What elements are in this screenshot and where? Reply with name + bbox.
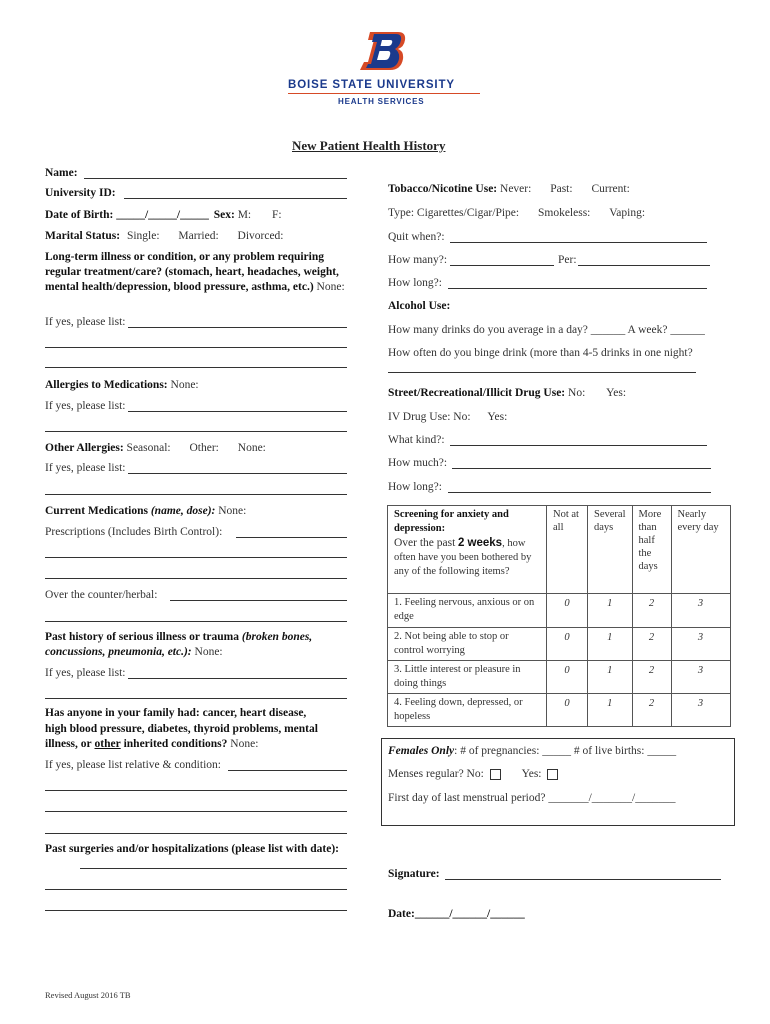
prescriptions-field[interactable] (236, 537, 347, 538)
vaping-option[interactable]: Vaping: (609, 207, 646, 219)
family-list-line[interactable] (45, 833, 347, 834)
past-history-list-label: If yes, please list: (45, 667, 126, 679)
marital-label: Marital Status: (45, 230, 121, 242)
family-list-field[interactable] (228, 770, 347, 771)
drug-no-option[interactable]: No: (568, 387, 586, 399)
drug-yes-option[interactable]: Yes: (606, 387, 627, 399)
allergies-meds-none-option[interactable]: None: (170, 379, 199, 391)
screening-item: 1. Feeling nervous, anxious or on edge (388, 594, 547, 628)
family-list-line[interactable] (45, 790, 347, 791)
allergies-list-line[interactable] (45, 431, 347, 432)
family-question-inherited: inherited conditions? (123, 738, 228, 750)
marital-married-option[interactable]: Married: (178, 230, 219, 242)
allergies-list-field[interactable] (128, 411, 347, 412)
longterm-list-label: If yes, please list: (45, 316, 126, 328)
score-option[interactable]: 2 (632, 628, 671, 661)
score-option[interactable]: 1 (588, 661, 633, 694)
screening-table (387, 505, 731, 727)
past-history-none-option[interactable]: None: (194, 646, 223, 658)
university-id-label: University ID: (45, 187, 116, 199)
family-question-other: other (94, 738, 121, 750)
menses-yes-option[interactable]: Yes: (521, 768, 542, 780)
surgeries-line[interactable] (45, 910, 347, 911)
current-meds-none-option[interactable]: None: (218, 505, 247, 517)
screening-item: 2. Not being able to stop or control worrying (388, 628, 547, 661)
quit-when-label: Quit when?: (388, 231, 445, 243)
tobacco-never-option[interactable]: Never: (500, 183, 532, 195)
score-option[interactable]: 2 (632, 594, 671, 628)
score-option[interactable]: 3 (671, 694, 730, 727)
family-list-label: If yes, please list relative & condition: (45, 759, 221, 771)
binge-question: How often do you binge drink (more than 4-5 drinks in one night? (388, 347, 693, 359)
other-allergies-list-field[interactable] (128, 473, 347, 474)
how-many-label: How many?: (388, 254, 448, 266)
how-many-field[interactable] (450, 265, 554, 266)
iv-no-option[interactable]: No: (453, 411, 471, 423)
per-label: Per: (558, 254, 577, 266)
score-option[interactable]: 1 (588, 694, 633, 727)
past-history-question: Past history of serious illness or trauma (broken bones, concussions, pneumonia, etc.): None: (45, 631, 313, 658)
signature-label: Signature: (388, 868, 440, 880)
score-option[interactable]: 2 (632, 661, 671, 694)
how-much-field[interactable] (452, 468, 711, 469)
current-meds-note: (name, dose): (150, 505, 216, 517)
iv-yes-option[interactable]: Yes: (487, 411, 508, 423)
screening-header: Screening for anxiety and depression: Over the past 2 weeks, how often have you been bothered by any of the following items? (388, 506, 547, 594)
sex-m-option[interactable]: M: (237, 209, 252, 221)
longterm-none-option[interactable]: None: (316, 281, 345, 293)
pregnancies-field[interactable]: Females Only: # of pregnancies: _____ # of live births: _____ (388, 745, 677, 757)
dob-field[interactable] (45, 209, 282, 221)
name-label: Name: (45, 167, 78, 179)
tobacco-type-option[interactable]: Type: Cigarettes/Cigar/Pipe: (388, 207, 520, 219)
current-meds-label: Current Medications (45, 505, 148, 517)
other-allergies-none-option[interactable]: None: (237, 442, 266, 454)
table-row (388, 594, 731, 628)
column-header: Not at all (547, 506, 588, 594)
sex-label: Sex: (213, 209, 235, 221)
past-history-list-field[interactable] (128, 678, 347, 679)
sex-f-option[interactable]: F: (272, 209, 282, 221)
name-field[interactable] (84, 178, 347, 179)
otc-line[interactable] (45, 621, 347, 622)
column-header: More than half the days (632, 506, 671, 594)
marital-divorced-option[interactable]: Divorced: (237, 230, 284, 242)
smokeless-option[interactable]: Smokeless: (537, 207, 591, 219)
score-option[interactable]: 1 (588, 594, 633, 628)
table-row (388, 694, 731, 727)
other-allergies-list-label: If yes, please list: (45, 462, 126, 474)
iv-drug-label: IV Drug Use: (388, 411, 451, 423)
past-history-list-line[interactable] (45, 698, 347, 699)
signature-field[interactable] (445, 879, 721, 880)
score-option[interactable]: 3 (671, 628, 730, 661)
dob-label: Date of Birth: _____/_____/_____ (45, 209, 209, 221)
column-header: Several days (588, 506, 633, 594)
prescriptions-label: Prescriptions (Includes Birth Control): (45, 526, 223, 538)
tobacco-label: Tobacco/Nicotine Use: (388, 183, 498, 195)
otc-field[interactable] (170, 600, 347, 601)
how-much-label: How much?: (388, 457, 448, 469)
longterm-question: Long-term illness or condition, or any problem requiring regular treatment/care? (stomach, heart, headaches, weight, mental health/depression, blood pressure, asthma, etc.) None: (45, 251, 345, 293)
score-option[interactable]: 0 (547, 628, 588, 661)
surgeries-line[interactable] (45, 889, 347, 890)
table-row (388, 628, 731, 661)
family-question-line3: illness, or (45, 738, 92, 750)
logo-divider (288, 93, 480, 94)
binge-field[interactable] (388, 372, 696, 373)
menses-no-checkbox[interactable] (490, 769, 501, 780)
marital-single-option[interactable]: Single: (126, 230, 160, 242)
score-option[interactable]: 1 (588, 628, 633, 661)
last-period-field[interactable]: First day of last menstrual period? _______/_______/_______ (388, 792, 676, 804)
what-kind-field[interactable] (450, 445, 707, 446)
other-allergies-label: Other Allergies: (45, 442, 124, 454)
revision-note: Revised August 2016 TB (45, 990, 131, 1000)
how-long-label: How long?: (388, 277, 442, 289)
page-title: New Patient Health History (292, 138, 446, 153)
alcohol-label: Alcohol Use: (388, 300, 451, 312)
score-option[interactable]: 0 (547, 594, 588, 628)
drug-use-label: Street/Recreational/Illicit Drug Use: (388, 387, 566, 399)
family-question-line2: high blood pressure, diabetes, thyroid problems, mental (45, 723, 318, 735)
how-long-drug-label: How long?: (388, 481, 442, 493)
surgeries-field[interactable] (80, 868, 347, 869)
department-name: HEALTH SERVICES (338, 97, 425, 106)
seasonal-option[interactable]: Seasonal: (126, 442, 171, 454)
females-only-label: Females Only (388, 745, 455, 757)
how-long-drug-field[interactable] (448, 492, 711, 493)
score-option[interactable]: 3 (671, 594, 730, 628)
prescriptions-line[interactable] (45, 578, 347, 579)
longterm-list-line[interactable] (45, 347, 347, 348)
how-long-field[interactable] (448, 288, 707, 289)
university-name: BOISE STATE UNIVERSITY (288, 79, 455, 91)
family-list-line[interactable] (45, 811, 347, 812)
prescriptions-line[interactable] (45, 557, 347, 558)
score-option[interactable]: 3 (671, 661, 730, 694)
allergies-list-label: If yes, please list: (45, 400, 126, 412)
otc-label: Over the counter/herbal: (45, 589, 158, 601)
column-header: Nearly every day (671, 506, 730, 594)
table-row (388, 661, 731, 694)
drinks-question[interactable]: How many drinks do you average in a day? ______ A week? ______ (388, 324, 705, 336)
tobacco-current-option[interactable]: Current: (591, 183, 630, 195)
score-option[interactable]: 0 (547, 694, 588, 727)
quit-when-field[interactable] (450, 242, 707, 243)
university-id-field[interactable] (124, 198, 347, 199)
menses-yes-checkbox[interactable] (547, 769, 558, 780)
score-option[interactable]: 2 (632, 694, 671, 727)
other-allergies-list-line[interactable] (45, 494, 347, 495)
menses-no-option[interactable]: Menses regular? No: (388, 768, 484, 780)
screening-item: 3. Little interest or pleasure in doing things (388, 661, 547, 694)
surgeries-question: Past surgeries and/or hospitalizations (please list with date): (45, 843, 339, 855)
longterm-list-field[interactable] (128, 327, 347, 328)
family-question-line1: Has anyone in your family had: cancer, heart disease, (45, 707, 307, 719)
other-option[interactable]: Other: (189, 442, 219, 454)
boise-state-b-logo (358, 30, 408, 72)
score-option[interactable]: 0 (547, 661, 588, 694)
what-kind-label: What kind?: (388, 434, 445, 446)
family-none-option[interactable]: None: (230, 738, 259, 750)
longterm-list-line[interactable] (45, 367, 347, 368)
per-field[interactable] (578, 265, 710, 266)
date-field[interactable]: Date:______/______/______ (388, 908, 525, 920)
screening-item: 4. Feeling down, depressed, or hopeless (388, 694, 547, 727)
allergies-meds-label: Allergies to Medications: (45, 379, 168, 391)
tobacco-past-option[interactable]: Past: (550, 183, 573, 195)
